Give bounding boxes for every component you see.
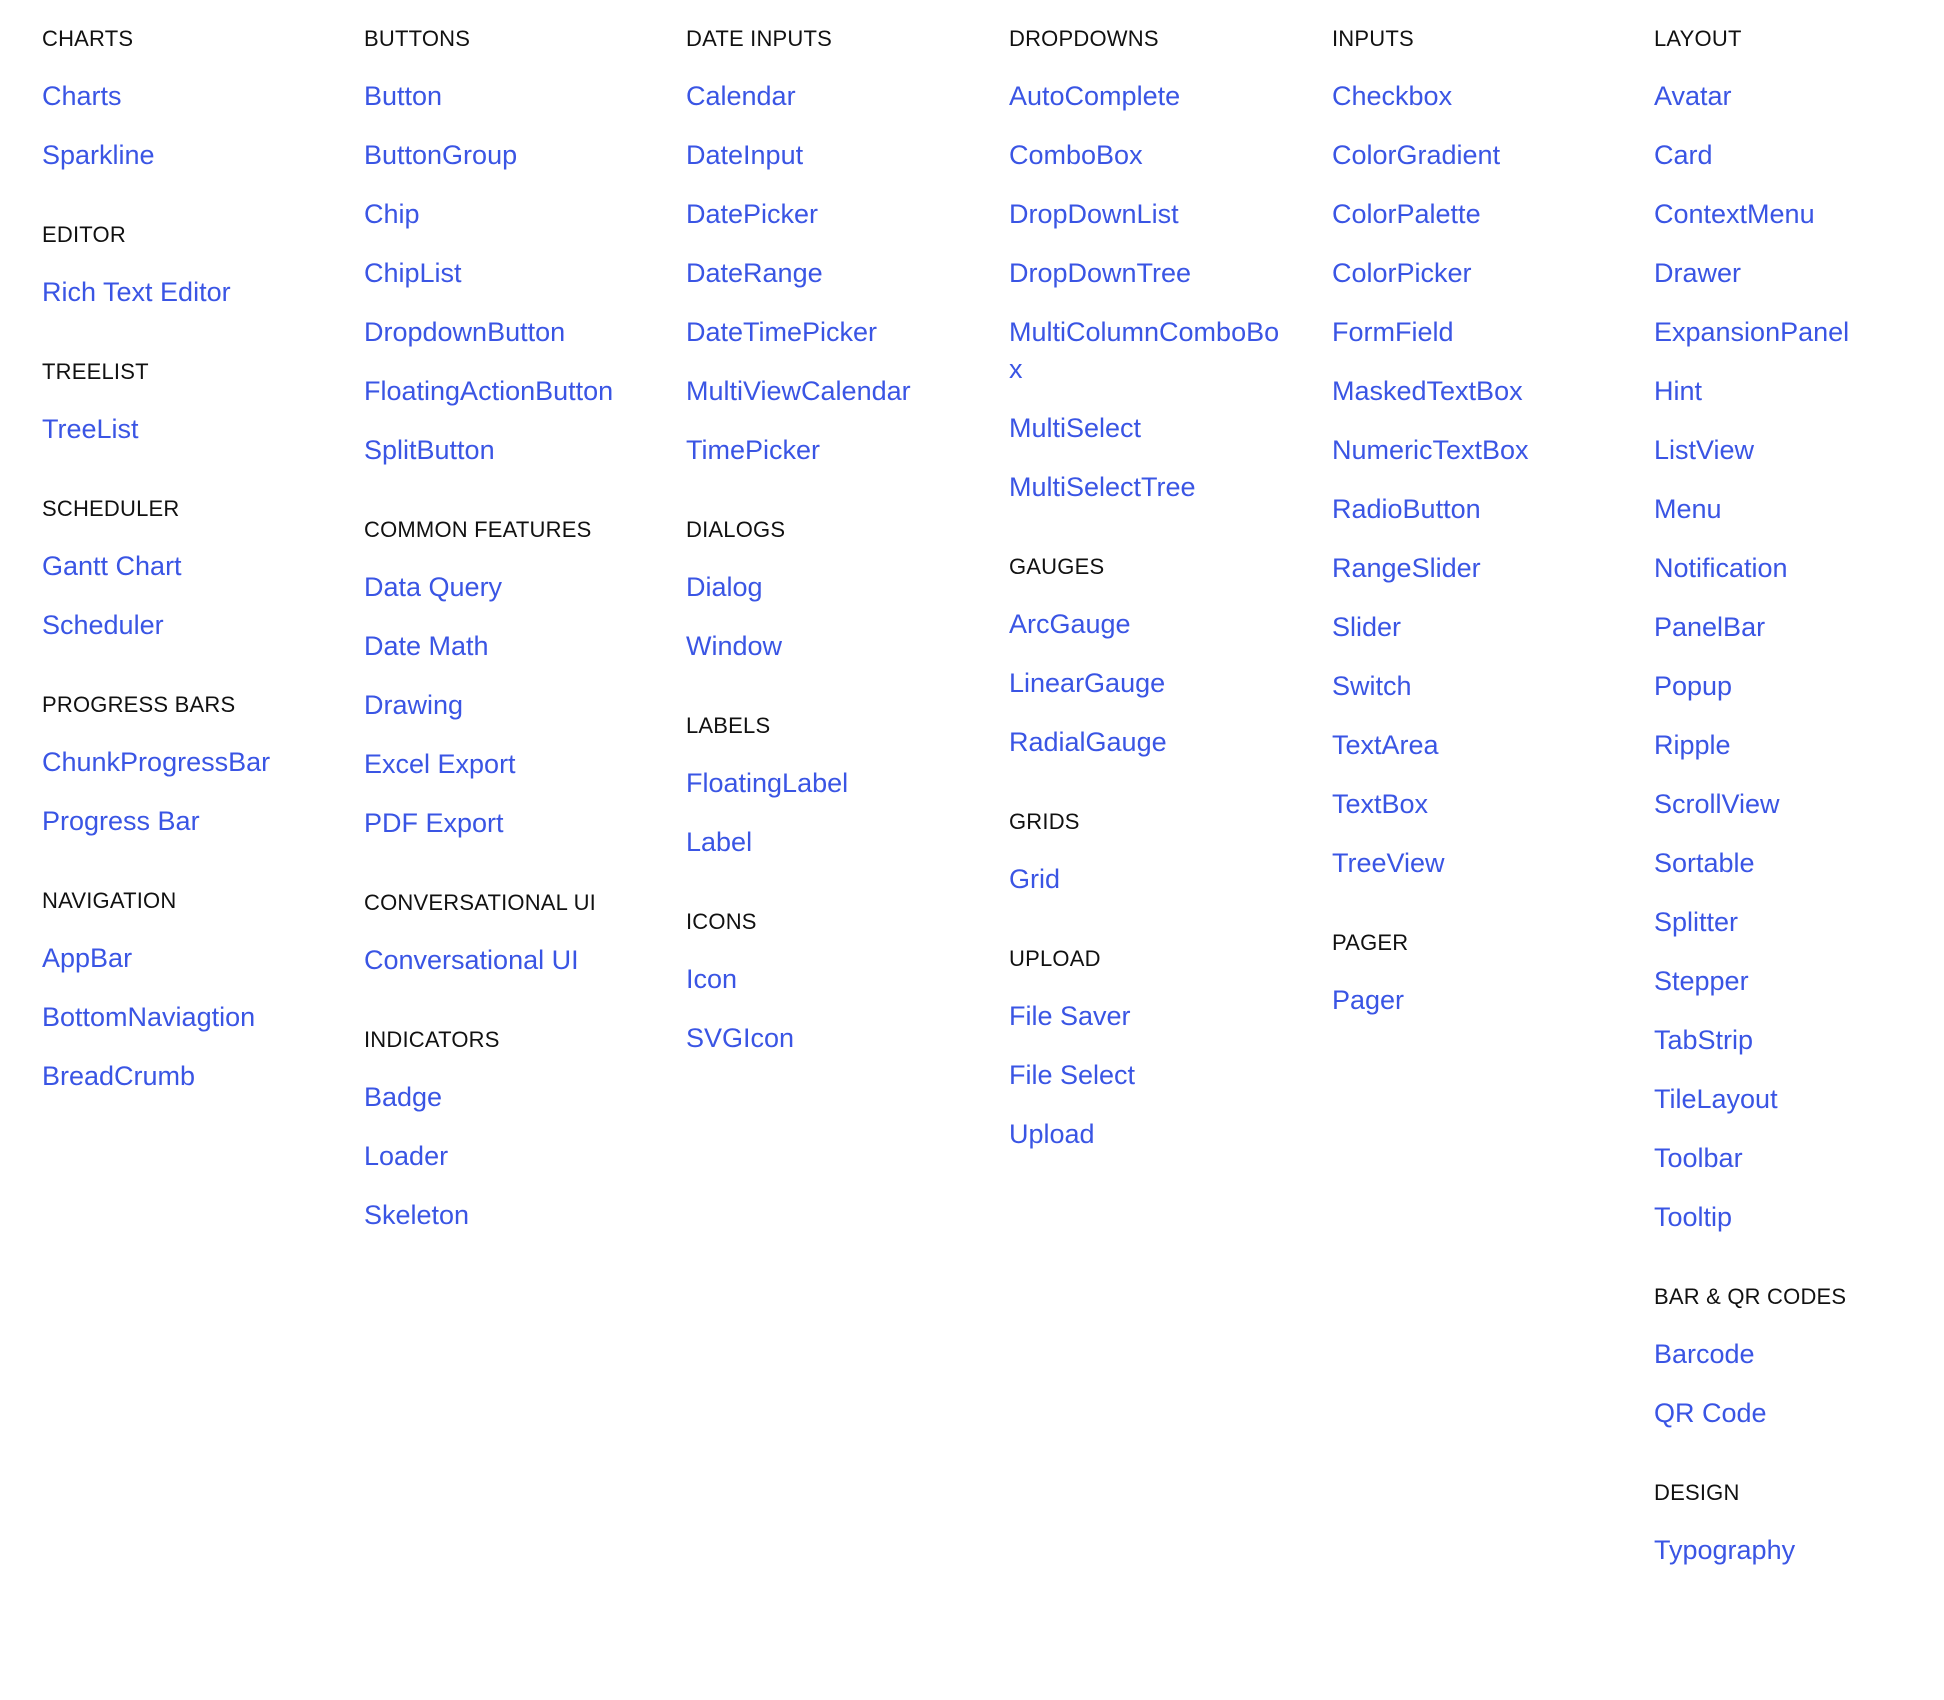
list-item: [364, 255, 664, 292]
component-link[interactable]: Drawing: [364, 690, 464, 720]
list-item: [686, 569, 986, 606]
list-item: [364, 137, 664, 174]
link-list: [1332, 78, 1632, 882]
component-link[interactable]: DateTimePicker: [686, 317, 878, 347]
component-link[interactable]: Checkbox: [1332, 81, 1453, 111]
component-link[interactable]: MultiSelect: [1009, 413, 1142, 443]
section-title: DATE INPUTS: [686, 26, 833, 51]
section-treelist: [42, 357, 342, 448]
list-item: [686, 765, 986, 802]
component-link[interactable]: ContextMenu: [1654, 199, 1815, 229]
link-list: [686, 569, 986, 665]
component-link[interactable]: Stepper: [1654, 966, 1749, 996]
list-item: [1654, 137, 1944, 174]
component-link[interactable]: Switch: [1332, 671, 1412, 701]
list-item: [42, 137, 342, 174]
section-title: PROGRESS BARS: [42, 692, 236, 717]
component-link[interactable]: ComboBox: [1009, 140, 1143, 170]
component-link[interactable]: SVGIcon: [686, 1023, 795, 1053]
list-item: [42, 999, 342, 1036]
list-item: [364, 628, 664, 665]
section-title: INPUTS: [1332, 26, 1414, 51]
component-link[interactable]: DropDownList: [1009, 199, 1179, 229]
link-list: [686, 961, 986, 1057]
section-title: ICONS: [686, 909, 757, 934]
list-item: [1654, 786, 1944, 823]
list-item: [1654, 314, 1944, 351]
component-link[interactable]: TreeView: [1332, 848, 1445, 878]
list-item: [1332, 137, 1632, 174]
section-navigation: [42, 886, 342, 1095]
component-link[interactable]: NumericTextBox: [1332, 435, 1529, 465]
list-item: [1332, 668, 1632, 705]
section-title: EDITOR: [42, 222, 126, 247]
component-link[interactable]: Charts: [42, 81, 122, 111]
link-list: [42, 274, 342, 311]
list-item: [42, 607, 342, 644]
section-inputs: [1332, 24, 1632, 882]
component-link[interactable]: PDF Export: [364, 808, 504, 838]
section-buttons: [364, 24, 664, 469]
section-title: LAYOUT: [1654, 26, 1742, 51]
link-list: [42, 940, 342, 1095]
component-link[interactable]: Card: [1654, 140, 1713, 170]
component-link[interactable]: ExpansionPanel: [1654, 317, 1850, 347]
component-link[interactable]: Badge: [364, 1082, 443, 1112]
link-list: [1654, 1336, 1944, 1432]
section-title: UPLOAD: [1009, 946, 1101, 971]
list-item: [42, 940, 342, 977]
component-link[interactable]: Grid: [1009, 864, 1061, 894]
list-item: [686, 255, 986, 292]
component-link[interactable]: Gantt Chart: [42, 551, 182, 581]
list-item: [1654, 1081, 1944, 1118]
list-item: [42, 803, 342, 840]
section-title: GRIDS: [1009, 809, 1080, 834]
section-title: DROPDOWNS: [1009, 26, 1159, 51]
section-title: LABELS: [686, 713, 771, 738]
component-link[interactable]: DatePicker: [686, 199, 819, 229]
section-title: CHARTS: [42, 26, 134, 51]
link-list: [42, 744, 342, 840]
list-item: [686, 1020, 986, 1057]
component-link[interactable]: Ripple: [1654, 730, 1731, 760]
component-link[interactable]: RangeSlider: [1332, 553, 1481, 583]
list-item: [42, 744, 342, 781]
list-item: [1009, 998, 1309, 1035]
link-list: [364, 942, 664, 979]
link-list: [42, 548, 342, 644]
component-link[interactable]: Progress Bar: [42, 806, 200, 836]
list-item: [42, 548, 342, 585]
list-item: [364, 1138, 664, 1175]
list-item: [1332, 786, 1632, 823]
link-list: [686, 765, 986, 861]
section-charts: [42, 24, 342, 174]
link-list: [364, 78, 664, 469]
section-indicators: [364, 1025, 664, 1234]
section-pager: [1332, 928, 1632, 1019]
link-list: [1009, 861, 1309, 898]
section-title: SCHEDULER: [42, 496, 180, 521]
link-list: [42, 78, 342, 174]
component-link[interactable]: FormField: [1332, 317, 1454, 347]
section-title: CONVERSATIONAL UI: [364, 890, 596, 915]
list-item: [1009, 410, 1309, 447]
component-link[interactable]: TileLayout: [1654, 1084, 1778, 1114]
list-item: [364, 746, 664, 783]
list-item: [1332, 727, 1632, 764]
component-link[interactable]: Splitter: [1654, 907, 1739, 937]
link-list: [1654, 78, 1944, 1236]
component-link[interactable]: Rich Text Editor: [42, 277, 231, 307]
section-labels: [686, 711, 986, 861]
component-link[interactable]: Date Math: [364, 631, 489, 661]
component-link[interactable]: Avatar: [1654, 81, 1732, 111]
list-item: [1654, 1532, 1944, 1569]
list-item: [1654, 373, 1944, 410]
component-link[interactable]: Typography: [1654, 1535, 1796, 1565]
list-item: [1654, 1022, 1944, 1059]
list-item: [1009, 469, 1309, 506]
component-link[interactable]: ColorPicker: [1332, 258, 1472, 288]
component-link[interactable]: File Select: [1009, 1060, 1136, 1090]
list-item: [1332, 982, 1632, 1019]
section-progress-bars: [42, 690, 342, 840]
section-date-inputs: [686, 24, 986, 469]
list-item: [42, 274, 342, 311]
list-item: [364, 78, 664, 115]
section-title: COMMON FEATURES: [364, 517, 592, 542]
component-link[interactable]: Slider: [1332, 612, 1402, 642]
component-link[interactable]: SplitButton: [364, 435, 495, 465]
list-item: [1654, 1199, 1944, 1236]
list-item: [1009, 1116, 1309, 1153]
list-item: [42, 78, 342, 115]
link-list: [1009, 606, 1309, 761]
list-item: [686, 961, 986, 998]
list-item: [1654, 1395, 1944, 1432]
section-common-features: [364, 515, 664, 842]
section-title: PAGER: [1332, 930, 1409, 955]
component-link[interactable]: TreeList: [42, 414, 139, 444]
list-item: [364, 196, 664, 233]
list-item: [1332, 550, 1632, 587]
component-link[interactable]: Excel Export: [364, 749, 516, 779]
component-link[interactable]: ScrollView: [1654, 789, 1780, 819]
component-link[interactable]: DateRange: [686, 258, 823, 288]
component-link[interactable]: MaskedTextBox: [1332, 376, 1523, 406]
section-dialogs: [686, 515, 986, 665]
component-link[interactable]: Dialog: [686, 572, 763, 602]
link-list: [1009, 998, 1309, 1153]
list-item: [1654, 963, 1944, 1000]
component-link[interactable]: PanelBar: [1654, 612, 1766, 642]
component-link[interactable]: Notification: [1654, 553, 1788, 583]
list-item: [1654, 196, 1944, 233]
list-item: [1654, 432, 1944, 469]
list-item: [1332, 78, 1632, 115]
list-item: [686, 628, 986, 665]
component-link[interactable]: Pager: [1332, 985, 1405, 1015]
component-link[interactable]: Chip: [364, 199, 420, 229]
column-2: [364, 24, 664, 1280]
list-item: [1654, 78, 1944, 115]
list-item: [364, 942, 664, 979]
list-item: [686, 137, 986, 174]
section-icons: [686, 907, 986, 1057]
component-link[interactable]: AppBar: [42, 943, 133, 973]
section-grids: [1009, 807, 1309, 898]
list-item: [1332, 196, 1632, 233]
component-link[interactable]: MultiViewCalendar: [686, 376, 911, 406]
list-item: [364, 1079, 664, 1116]
link-list: [1009, 78, 1309, 506]
list-item: [1332, 609, 1632, 646]
list-item: [1009, 665, 1309, 702]
list-item: [1654, 1336, 1944, 1373]
section-bar-qr-codes: [1654, 1282, 1944, 1432]
list-item: [1654, 904, 1944, 941]
list-item: [1332, 432, 1632, 469]
list-item: [1009, 196, 1309, 233]
component-link[interactable]: FloatingLabel: [686, 768, 849, 798]
component-link[interactable]: TimePicker: [686, 435, 821, 465]
list-item: [1332, 255, 1632, 292]
list-item: [1332, 491, 1632, 528]
list-item: [1654, 491, 1944, 528]
section-title: DIALOGS: [686, 517, 786, 542]
list-item: [364, 1197, 664, 1234]
component-link[interactable]: BreadCrumb: [42, 1061, 196, 1091]
section-title: TREELIST: [42, 359, 149, 384]
list-item: [364, 569, 664, 606]
list-item: [1654, 609, 1944, 646]
section-dropdowns: [1009, 24, 1309, 506]
component-link[interactable]: Hint: [1654, 376, 1703, 406]
section-title: GAUGES: [1009, 554, 1105, 579]
component-link[interactable]: ButtonGroup: [364, 140, 518, 170]
section-title: BUTTONS: [364, 26, 471, 51]
component-link[interactable]: QR Code: [1654, 1398, 1767, 1428]
section-title: BAR & QR CODES: [1654, 1284, 1847, 1309]
component-link[interactable]: Scheduler: [42, 610, 164, 640]
list-item: [1009, 78, 1309, 115]
link-list: [1654, 1532, 1944, 1569]
column-4: [1009, 24, 1309, 1199]
column-5: [1332, 24, 1632, 1065]
list-item: [686, 824, 986, 861]
component-link[interactable]: ColorPalette: [1332, 199, 1481, 229]
component-link[interactable]: Popup: [1654, 671, 1733, 701]
list-item: [1009, 255, 1309, 292]
list-item: [42, 1058, 342, 1095]
component-link[interactable]: AutoComplete: [1009, 81, 1181, 111]
section-title: DESIGN: [1654, 1480, 1740, 1505]
list-item: [364, 314, 664, 351]
section-title: NAVIGATION: [42, 888, 177, 913]
component-link[interactable]: BottomNaviagtion: [42, 1002, 256, 1032]
link-list: [364, 569, 664, 842]
component-link[interactable]: Sparkline: [42, 140, 155, 170]
component-link[interactable]: MultiColumnComboBox: [1009, 317, 1280, 384]
list-item: [364, 687, 664, 724]
component-link[interactable]: TabStrip: [1654, 1025, 1754, 1055]
component-link[interactable]: ColorGradient: [1332, 140, 1501, 170]
component-link[interactable]: ListView: [1654, 435, 1755, 465]
section-scheduler: [42, 494, 342, 644]
component-link[interactable]: MultiSelectTree: [1009, 472, 1196, 502]
component-link[interactable]: RadioButton: [1332, 494, 1481, 524]
section-editor: [42, 220, 342, 311]
section-layout: [1654, 24, 1944, 1236]
list-item: [1332, 373, 1632, 410]
component-link[interactable]: Data Query: [364, 572, 503, 602]
list-item: [1009, 1057, 1309, 1094]
column-6: [1654, 24, 1944, 1615]
component-link[interactable]: ChipList: [364, 258, 462, 288]
component-link[interactable]: ChunkProgressBar: [42, 747, 271, 777]
list-item: [1654, 668, 1944, 705]
component-link[interactable]: Drawer: [1654, 258, 1742, 288]
list-item: [686, 196, 986, 233]
list-item: [364, 432, 664, 469]
component-link[interactable]: Button: [364, 81, 443, 111]
component-link[interactable]: Window: [686, 631, 783, 661]
link-list: [1332, 982, 1632, 1019]
list-item: [1009, 137, 1309, 174]
section-title: INDICATORS: [364, 1027, 500, 1052]
component-link[interactable]: ArcGauge: [1009, 609, 1131, 639]
list-item: [1654, 255, 1944, 292]
list-item: [364, 373, 664, 410]
list-item: [686, 373, 986, 410]
section-design: [1654, 1478, 1944, 1569]
component-link[interactable]: TextBox: [1332, 789, 1429, 819]
link-list: [42, 411, 342, 448]
list-item: [364, 805, 664, 842]
list-item: [1009, 861, 1309, 898]
component-link[interactable]: Upload: [1009, 1119, 1095, 1149]
component-link[interactable]: DropDownTree: [1009, 258, 1192, 288]
component-link[interactable]: Sortable: [1654, 848, 1755, 878]
list-item: [1654, 845, 1944, 882]
list-item: [1654, 727, 1944, 764]
link-list: [686, 78, 986, 469]
component-link[interactable]: FloatingActionButton: [364, 376, 614, 406]
list-item: [42, 411, 342, 448]
component-link[interactable]: RadialGauge: [1009, 727, 1167, 757]
list-item: [1332, 314, 1632, 351]
list-item: [1009, 724, 1309, 761]
component-link[interactable]: DateInput: [686, 140, 804, 170]
list-item: [686, 314, 986, 351]
component-link[interactable]: Icon: [686, 964, 738, 994]
component-link[interactable]: Loader: [364, 1141, 449, 1171]
section-gauges: [1009, 552, 1309, 761]
component-link[interactable]: File Saver: [1009, 1001, 1131, 1031]
component-link[interactable]: Label: [686, 827, 753, 857]
column-1: [42, 24, 342, 1141]
component-link[interactable]: Barcode: [1654, 1339, 1755, 1369]
component-link[interactable]: Tooltip: [1654, 1202, 1733, 1232]
section-conversational-ui: [364, 888, 664, 979]
component-link[interactable]: TextArea: [1332, 730, 1439, 760]
component-link[interactable]: Skeleton: [364, 1200, 470, 1230]
column-3: [686, 24, 986, 1103]
component-link[interactable]: Conversational UI: [364, 945, 579, 975]
list-item: [1654, 1140, 1944, 1177]
list-item: [1009, 314, 1309, 388]
link-list: [364, 1079, 664, 1234]
component-link[interactable]: Menu: [1654, 494, 1722, 524]
section-upload: [1009, 944, 1309, 1153]
list-item: [1009, 606, 1309, 643]
list-item: [1332, 845, 1632, 882]
component-link[interactable]: Toolbar: [1654, 1143, 1743, 1173]
list-item: [1654, 550, 1944, 587]
list-item: [686, 432, 986, 469]
component-link[interactable]: Calendar: [686, 81, 796, 111]
list-item: [686, 78, 986, 115]
component-link[interactable]: DropdownButton: [364, 317, 566, 347]
component-link[interactable]: LinearGauge: [1009, 668, 1166, 698]
